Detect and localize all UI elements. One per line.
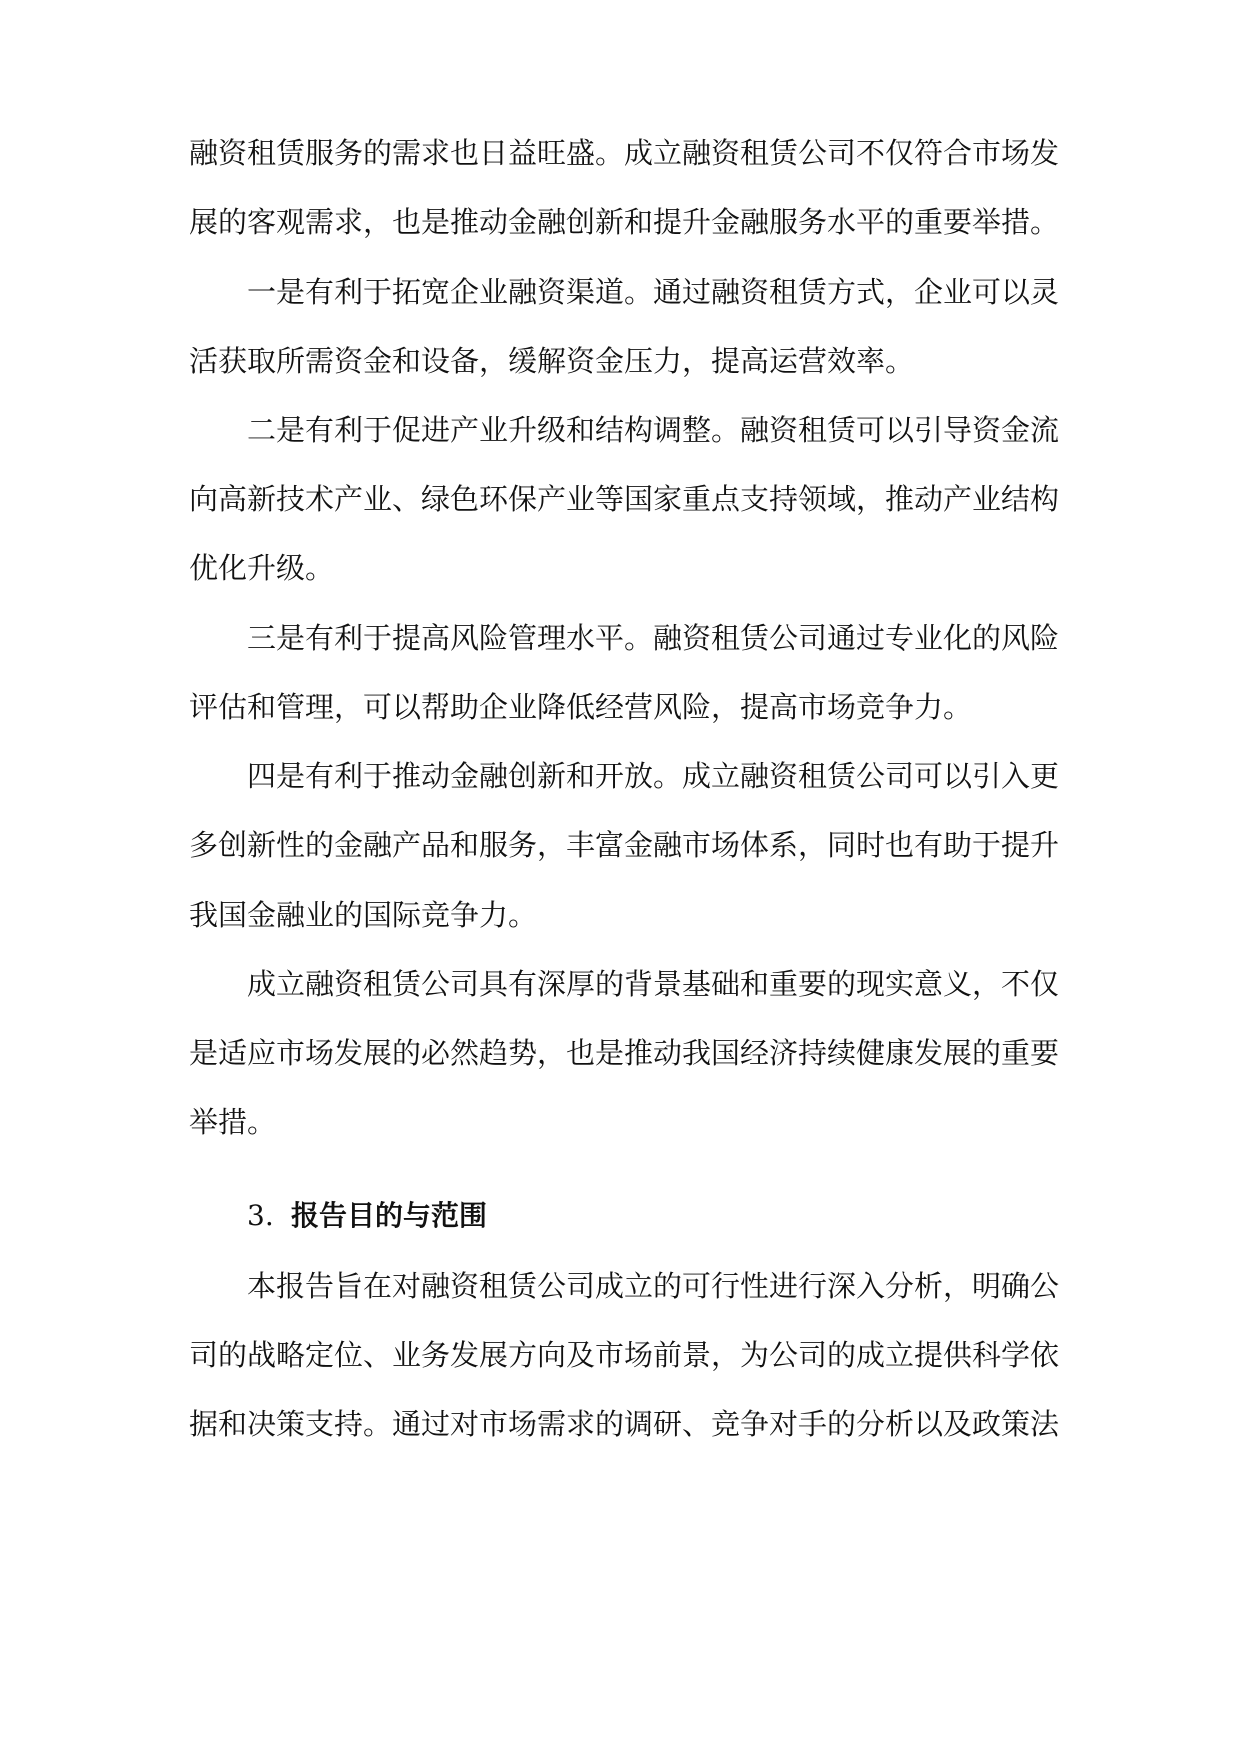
section-heading	[247, 1194, 947, 1238]
paragraph-line: 优化升级。	[189, 551, 335, 585]
paragraph-line: 我国金融业的国际竞争力。	[189, 898, 538, 932]
paragraph-line: 本报告旨在对融资租赁公司成立的可行性进行深入分析，明确公	[247, 1269, 1060, 1303]
paragraph-line: 融资租赁服务的需求也日益旺盛。成立融资租赁公司不仅符合市场发	[189, 136, 1060, 170]
paragraph-line: 向高新技术产业、绿色环保产业等国家重点支持领域，推动产业结构	[189, 482, 1060, 516]
paragraph-line: 成立融资租赁公司具有深厚的背景基础和重要的现实意义，不仅	[247, 967, 1060, 1001]
paragraph-line: 据和决策支持。通过对市场需求的调研、竞争对手的分析以及政策法	[189, 1407, 1060, 1441]
paragraph-line: 是适应市场发展的必然趋势，也是推动我国经济持续健康发展的重要	[189, 1036, 1060, 1070]
paragraph-line: 多创新性的金融产品和服务，丰富金融市场体系，同时也有助于提升	[189, 828, 1060, 862]
paragraph-line: 司的战略定位、业务发展方向及市场前景，为公司的成立提供科学依	[189, 1338, 1060, 1372]
paragraph-line: 一是有利于拓宽企业融资渠道。通过融资租赁方式，企业可以灵	[247, 275, 1060, 309]
paragraph-line: 展的客观需求，也是推动金融创新和提升金融服务水平的重要举措。	[189, 205, 1060, 239]
section-title: 报告目的与范围	[291, 1199, 488, 1232]
paragraph-line: 四是有利于推动金融创新和开放。成立融资租赁公司可以引入更	[247, 759, 1060, 793]
paragraph-line: 评估和管理，可以帮助企业降低经营风险，提高市场竞争力。	[189, 690, 973, 724]
paragraph-line: 举措。	[189, 1105, 277, 1139]
section-number: 3.	[247, 1199, 274, 1232]
paragraph-line: 活获取所需资金和设备，缓解资金压力，提高运营效率。	[189, 344, 915, 378]
paragraph-line: 三是有利于提高风险管理水平。融资租赁公司通过专业化的风险	[247, 621, 1060, 655]
paragraph-line: 二是有利于促进产业升级和结构调整。融资租赁可以引导资金流	[247, 413, 1060, 447]
